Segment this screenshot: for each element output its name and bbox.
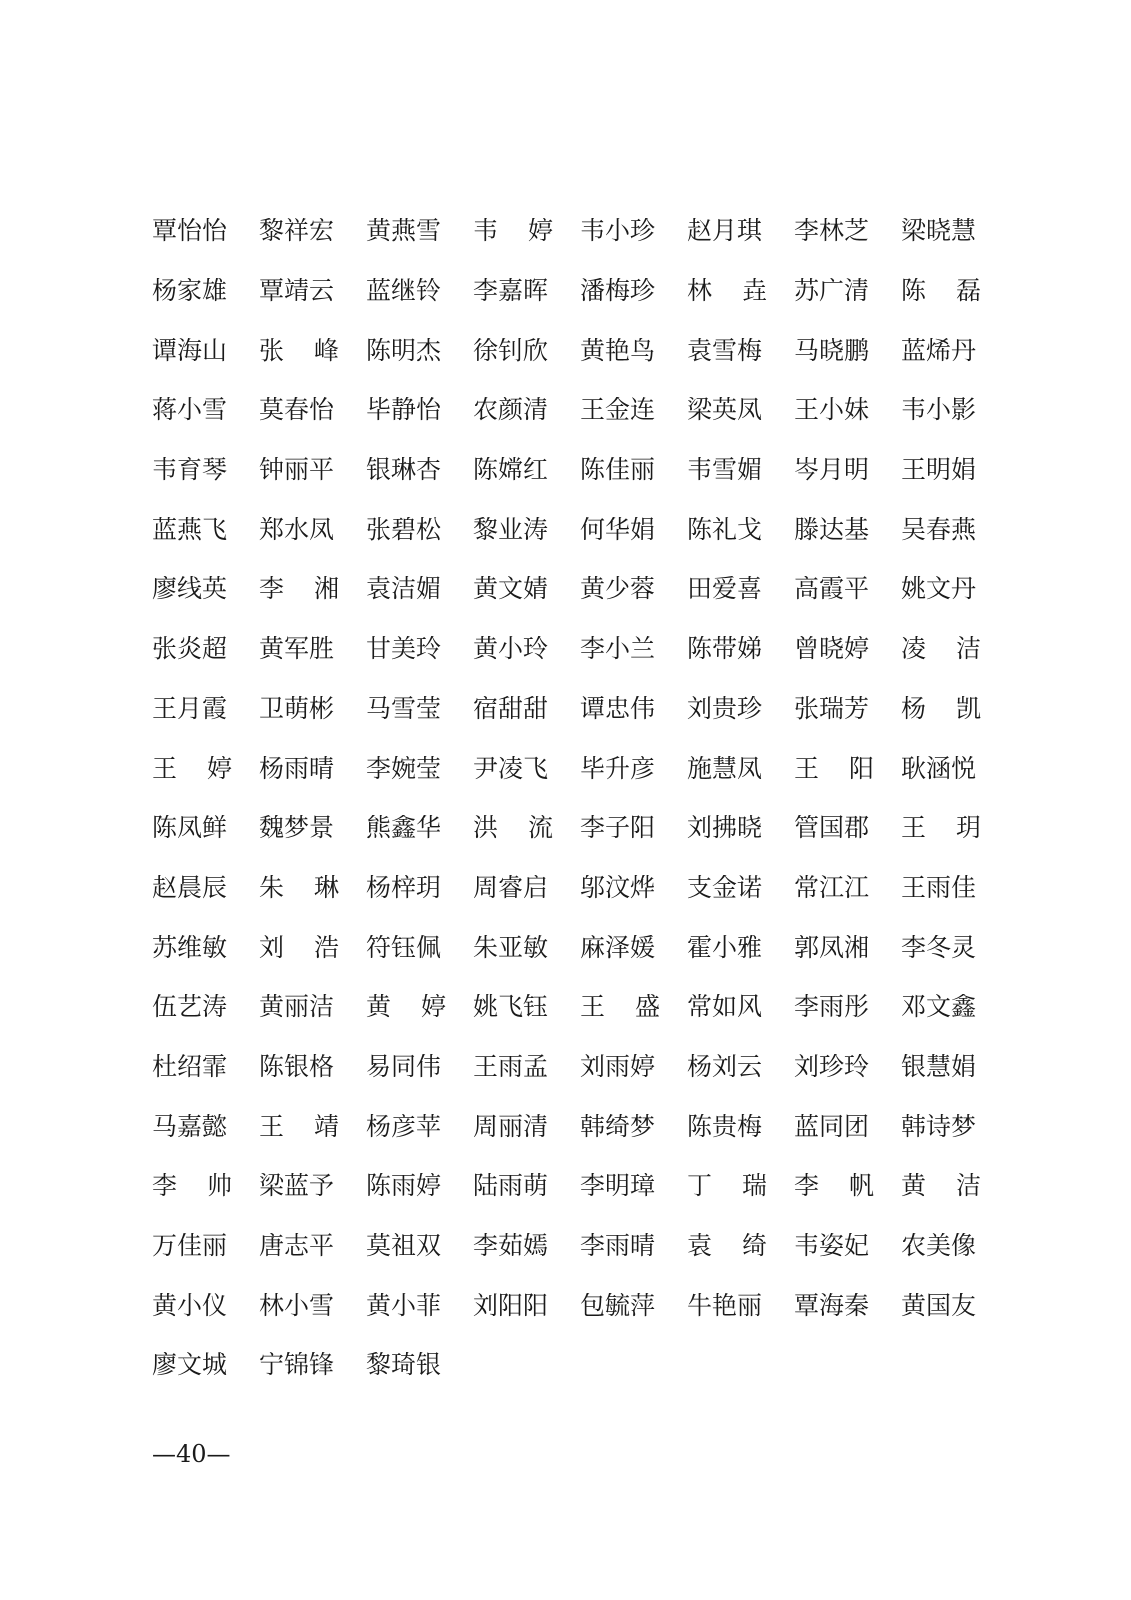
- name-entry: 郑水凤: [259, 516, 335, 542]
- name-entry: 蓝继铃: [366, 278, 442, 304]
- name-entry: 李雨晴: [580, 1233, 656, 1259]
- name-entry: 黄 婷: [366, 994, 446, 1020]
- name-entry: 莫春怡: [259, 397, 335, 423]
- name-entry: 黄小仪: [152, 1292, 228, 1318]
- name-entry: 苏维敏: [152, 934, 228, 960]
- name-entry: 陈雨婷: [366, 1173, 442, 1199]
- name-entry: 杨梓玥: [366, 874, 442, 900]
- name-entry: 王小妹: [794, 397, 870, 423]
- name-entry: 梁英凤: [687, 397, 763, 423]
- name-entry: 李 帆: [794, 1173, 874, 1199]
- name-entry: 钟丽平: [259, 457, 335, 483]
- name-entry: 黄小玲: [473, 636, 549, 662]
- name-entry: 袁 绮: [687, 1233, 767, 1259]
- name-entry: 农颜清: [473, 397, 549, 423]
- name-entry: 覃靖云: [259, 278, 335, 304]
- name-entry: 李婉莹: [366, 755, 442, 781]
- name-entry: 陈带娣: [687, 636, 763, 662]
- name-entry: 陈嫦红: [473, 457, 549, 483]
- name-entry: 凌 洁: [901, 636, 981, 662]
- name-entry: 林 垚: [687, 278, 767, 304]
- name-entry: 黄丽洁: [259, 994, 335, 1020]
- name-entry: 刘珍玲: [794, 1053, 870, 1079]
- name-entry: 滕达基: [794, 516, 870, 542]
- name-entry: 李冬灵: [901, 934, 977, 960]
- name-entry: 王 阳: [794, 755, 874, 781]
- names-list: [152, 201, 982, 1395]
- name-entry: 廖线英: [152, 576, 228, 602]
- name-entry: 梁晓慧: [901, 218, 977, 244]
- name-entry: 袁雪梅: [687, 337, 763, 363]
- name-entry: 韦雪媚: [687, 457, 763, 483]
- page-number: —40—: [152, 1440, 231, 1468]
- name-entry: 牛艳丽: [687, 1292, 763, 1318]
- name-entry: 刘 浩: [259, 934, 339, 960]
- name-entry: 刘拂晓: [687, 815, 763, 841]
- name-entry: 王 玥: [901, 815, 981, 841]
- name-entry: 银琳杏: [366, 457, 442, 483]
- name-entry: 王金连: [580, 397, 656, 423]
- name-entry: 耿涵悦: [901, 755, 977, 781]
- name-entry: 杨家雄: [152, 278, 228, 304]
- name-entry: 黎祥宏: [259, 218, 335, 244]
- name-entry: 陈 磊: [901, 278, 981, 304]
- name-entry: 甘美玲: [366, 636, 442, 662]
- name-entry: 张碧松: [366, 516, 442, 542]
- name-entry: 杨彦苹: [366, 1113, 442, 1139]
- name-entry: 刘贵珍: [687, 695, 763, 721]
- name-entry: 支金诺: [687, 874, 763, 900]
- name-entry: 莫祖双: [366, 1233, 442, 1259]
- name-entry: 袁洁媚: [366, 576, 442, 602]
- name-entry: 韦育琴: [152, 457, 228, 483]
- name-entry: 王 婷: [152, 755, 232, 781]
- name-entry: 洪 流: [473, 815, 553, 841]
- name-entry: 覃海秦: [794, 1292, 870, 1318]
- name-entry: 赵晨辰: [152, 874, 228, 900]
- name-entry: 徐钊欣: [473, 337, 549, 363]
- name-entry: 符钰佩: [366, 934, 442, 960]
- name-entry: 伍艺涛: [152, 994, 228, 1020]
- name-entry: 陈贵梅: [687, 1113, 763, 1139]
- name-entry: 万佳丽: [152, 1233, 228, 1259]
- name-entry: 常如风: [687, 994, 763, 1020]
- name-entry: 岑月明: [794, 457, 870, 483]
- name-entry: 黄燕雪: [366, 218, 442, 244]
- name-entry: 黎琦银: [366, 1352, 442, 1378]
- name-entry: 农美像: [901, 1233, 977, 1259]
- name-entry: 陈佳丽: [580, 457, 656, 483]
- name-entry: 韦小影: [901, 397, 977, 423]
- name-entry: 李 湘: [259, 576, 339, 602]
- name-entry: 朱 琳: [259, 874, 339, 900]
- name-entry: 周睿启: [473, 874, 549, 900]
- name-entry: 张 峰: [259, 337, 339, 363]
- name-entry: 李林芝: [794, 218, 870, 244]
- name-entry: 刘阳阳: [473, 1292, 549, 1318]
- name-entry: 韩绮梦: [580, 1113, 656, 1139]
- name-entry: 陆雨萌: [473, 1173, 549, 1199]
- name-entry: 吴春燕: [901, 516, 977, 542]
- name-entry: 谭海山: [152, 337, 228, 363]
- name-entry: 苏广清: [794, 278, 870, 304]
- name-entry: 李明璋: [580, 1173, 656, 1199]
- name-entry: 朱亚敏: [473, 934, 549, 960]
- name-entry: 魏梦景: [259, 815, 335, 841]
- name-entry: 邓文鑫: [901, 994, 977, 1020]
- name-entry: 常江江: [794, 874, 870, 900]
- name-entry: 覃怡怡: [152, 218, 228, 244]
- name-entry: 杜绍霏: [152, 1053, 228, 1079]
- name-entry: 王 靖: [259, 1113, 339, 1139]
- name-entry: 张炎超: [152, 636, 228, 662]
- name-entry: 李茹嫣: [473, 1233, 549, 1259]
- name-entry: 王 盛: [580, 994, 660, 1020]
- name-entry: 田爱喜: [687, 576, 763, 602]
- name-entry: 李雨彤: [794, 994, 870, 1020]
- name-entry: 郭凤湘: [794, 934, 870, 960]
- name-entry: 杨雨晴: [259, 755, 335, 781]
- name-entry: 韦 婷: [473, 218, 553, 244]
- name-entry: 包毓萍: [580, 1292, 656, 1318]
- name-entry: 梁蓝予: [259, 1173, 335, 1199]
- name-entry: 周丽清: [473, 1113, 549, 1139]
- name-entry: 宁锦锋: [259, 1352, 335, 1378]
- name-entry: 管国郡: [794, 815, 870, 841]
- name-entry: 赵月琪: [687, 218, 763, 244]
- name-entry: 林小雪: [259, 1292, 335, 1318]
- name-entry: 麻泽媛: [580, 934, 656, 960]
- name-entry: 姚文丹: [901, 576, 977, 602]
- name-entry: 姚飞钰: [473, 994, 549, 1020]
- name-entry: 唐志平: [259, 1233, 335, 1259]
- name-entry: 宿甜甜: [473, 695, 549, 721]
- name-entry: 施慧凤: [687, 755, 763, 781]
- name-entry: 马晓鹏: [794, 337, 870, 363]
- name-entry: 毕静怡: [366, 397, 442, 423]
- name-entry: 王雨孟: [473, 1053, 549, 1079]
- name-entry: 蓝烯丹: [901, 337, 977, 363]
- name-entry: 丁 瑞: [687, 1173, 767, 1199]
- name-entry: 陈凤鲜: [152, 815, 228, 841]
- name-entry: 廖文城: [152, 1352, 228, 1378]
- name-entry: 黄少蓉: [580, 576, 656, 602]
- name-entry: 黄 洁: [901, 1173, 981, 1199]
- name-entry: 邬汶烨: [580, 874, 656, 900]
- name-entry: 刘雨婷: [580, 1053, 656, 1079]
- name-entry: 杨刘云: [687, 1053, 763, 1079]
- name-entry: 陈银格: [259, 1053, 335, 1079]
- name-entry: 高霞平: [794, 576, 870, 602]
- name-entry: 曾晓婷: [794, 636, 870, 662]
- name-entry: 易同伟: [366, 1053, 442, 1079]
- name-entry: 黄文婧: [473, 576, 549, 602]
- name-entry: 马嘉懿: [152, 1113, 228, 1139]
- name-entry: 蒋小雪: [152, 397, 228, 423]
- name-entry: 谭忠伟: [580, 695, 656, 721]
- name-entry: 蓝燕飞: [152, 516, 228, 542]
- name-entry: 杨 凯: [901, 695, 981, 721]
- name-entry: 潘梅珍: [580, 278, 656, 304]
- name-entry: 张瑞芳: [794, 695, 870, 721]
- name-entry: 韦小珍: [580, 218, 656, 244]
- name-entry: 黄小菲: [366, 1292, 442, 1318]
- name-entry: 韩诗梦: [901, 1113, 977, 1139]
- name-entry: 尹凌飞: [473, 755, 549, 781]
- name-entry: 李嘉晖: [473, 278, 549, 304]
- name-entry: 毕升彦: [580, 755, 656, 781]
- name-entry: 王雨佳: [901, 874, 977, 900]
- name-entry: 黄军胜: [259, 636, 335, 662]
- name-entry: 蓝同团: [794, 1113, 870, 1139]
- name-entry: 银慧娟: [901, 1053, 977, 1079]
- name-entry: 李 帅: [152, 1173, 232, 1199]
- name-entry: 熊鑫华: [366, 815, 442, 841]
- name-entry: 王月霞: [152, 695, 228, 721]
- name-entry: 何华娟: [580, 516, 656, 542]
- name-entry: 卫萌彬: [259, 695, 335, 721]
- name-entry: 黄艳鸟: [580, 337, 656, 363]
- name-entry: 霍小雅: [687, 934, 763, 960]
- name-entry: 李小兰: [580, 636, 656, 662]
- name-entry: 黎业涛: [473, 516, 549, 542]
- name-entry: 陈明杰: [366, 337, 442, 363]
- name-entry: 韦姿妃: [794, 1233, 870, 1259]
- name-entry: 李子阳: [580, 815, 656, 841]
- name-entry: 黄国友: [901, 1292, 977, 1318]
- name-entry: 马雪莹: [366, 695, 442, 721]
- name-entry: 陈礼戈: [687, 516, 763, 542]
- name-entry: 王明娟: [901, 457, 977, 483]
